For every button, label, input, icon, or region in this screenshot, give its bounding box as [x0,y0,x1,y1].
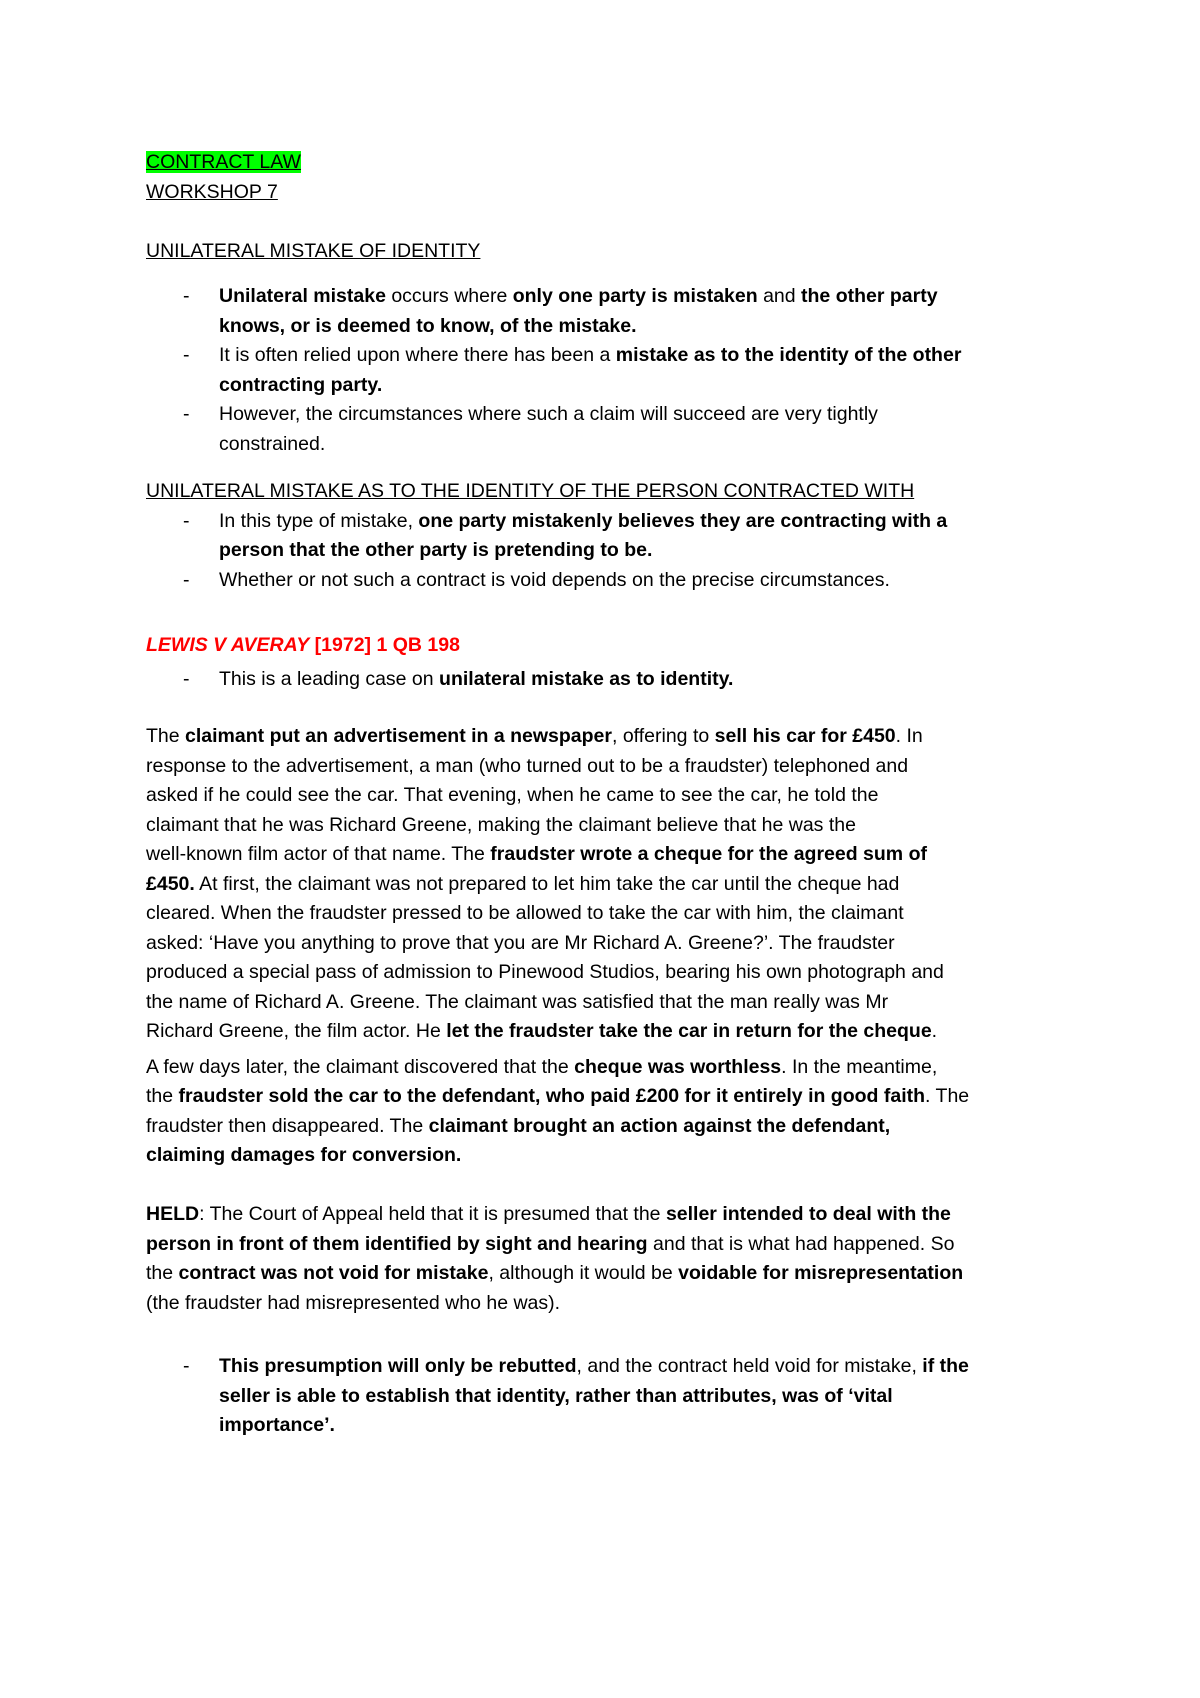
doc-subtitle: WORKSHOP 7 [146,180,278,203]
section-heading-identity-of-person: UNILATERAL MISTAKE AS TO THE IDENTITY OF THE PERSON CONTRACTED WITH [146,480,915,502]
facts-paragraph-1: The claimant put an advertisement in a newspaper, offering to sell his car for £450. In response to the advertisement, a man (who turned out to be a fraudster) telephoned and asked if he could see the car. That evening, when he came to see the car, he told the claimant that he was Richard Greene, making the claimant believe that he was the well-known film actor of that name. The fraudster wrote a cheque for the agreed sum of £450. At first, the claimant was not prepared to let him take the car until the cheque had cleared. When the fraudster pressed to be allowed to take the car with him, the claimant asked: ‘Have you anything to prove that you are Mr Richard A. Greene?’. The fraudster produced a special pass of admission to Pinewood Studios, bearing his own photograph and the name of Richard A. Greene. The claimant was satisfied that the man really was Mr Richard Greene, the film actor. He let the fraudster take the car in return for the cheque. [146,725,944,1042]
case-bullet-list [146,665,1066,695]
facts-paragraph-2: A few days later, the claimant discovered that the cheque was worthless. In the meantime, the fraudster sold the car to the defendant, who paid £200 for it entirely in good faith. The fraudster then disappeared. The claimant brought an action against the defendant, claiming damages for conversion. [146,1055,970,1166]
list-item: - Whether or not such a contract is void depends on the precise circumstances. [146,566,1066,596]
list-item: - This is a leading case on unilateral mistake as to identity. [146,665,1066,695]
held-paragraph: HELD: The Court of Appeal held that it is presumed that the seller intended to deal with the person in front of them identified by sight and hearing and that is what had happened. So the contract was not void for mistake, although it would be voidable for misrepresentation (the fraudster had misrepresented who he was). [146,1203,964,1314]
section2-bullet-list [146,507,1066,596]
list-item: - In this type of mistake, one party mistakenly believes they are contracting with a person that the other party is pretending to be. [146,507,1066,566]
document-content [146,148,1066,1441]
list-item: - However, the circumstances where such a claim will succeed are very tightly constrained. [146,400,1066,459]
doc-title: CONTRACT LAW [146,151,301,173]
list-item: - It is often relied upon where there has been a mistake as to the identity of the other contracting party. [146,341,1066,400]
section1-bullet-list [146,282,1066,459]
case-title: LEWIS V AVERAY [1972] 1 QB 198 [146,634,460,656]
list-item: - This presumption will only be rebutted, and the contract held void for mistake, if the seller is able to establish that identity, rather than attributes, was of ‘vital importance’. [146,1352,1066,1441]
section-heading-unilateral-mistake: UNILATERAL MISTAKE OF IDENTITY [146,239,481,262]
final-bullet-list [146,1352,1066,1441]
list-item: - Unilateral mistake occurs where only one party is mistaken and the other party knows, or is deemed to know, of the mistake. [146,282,1066,341]
